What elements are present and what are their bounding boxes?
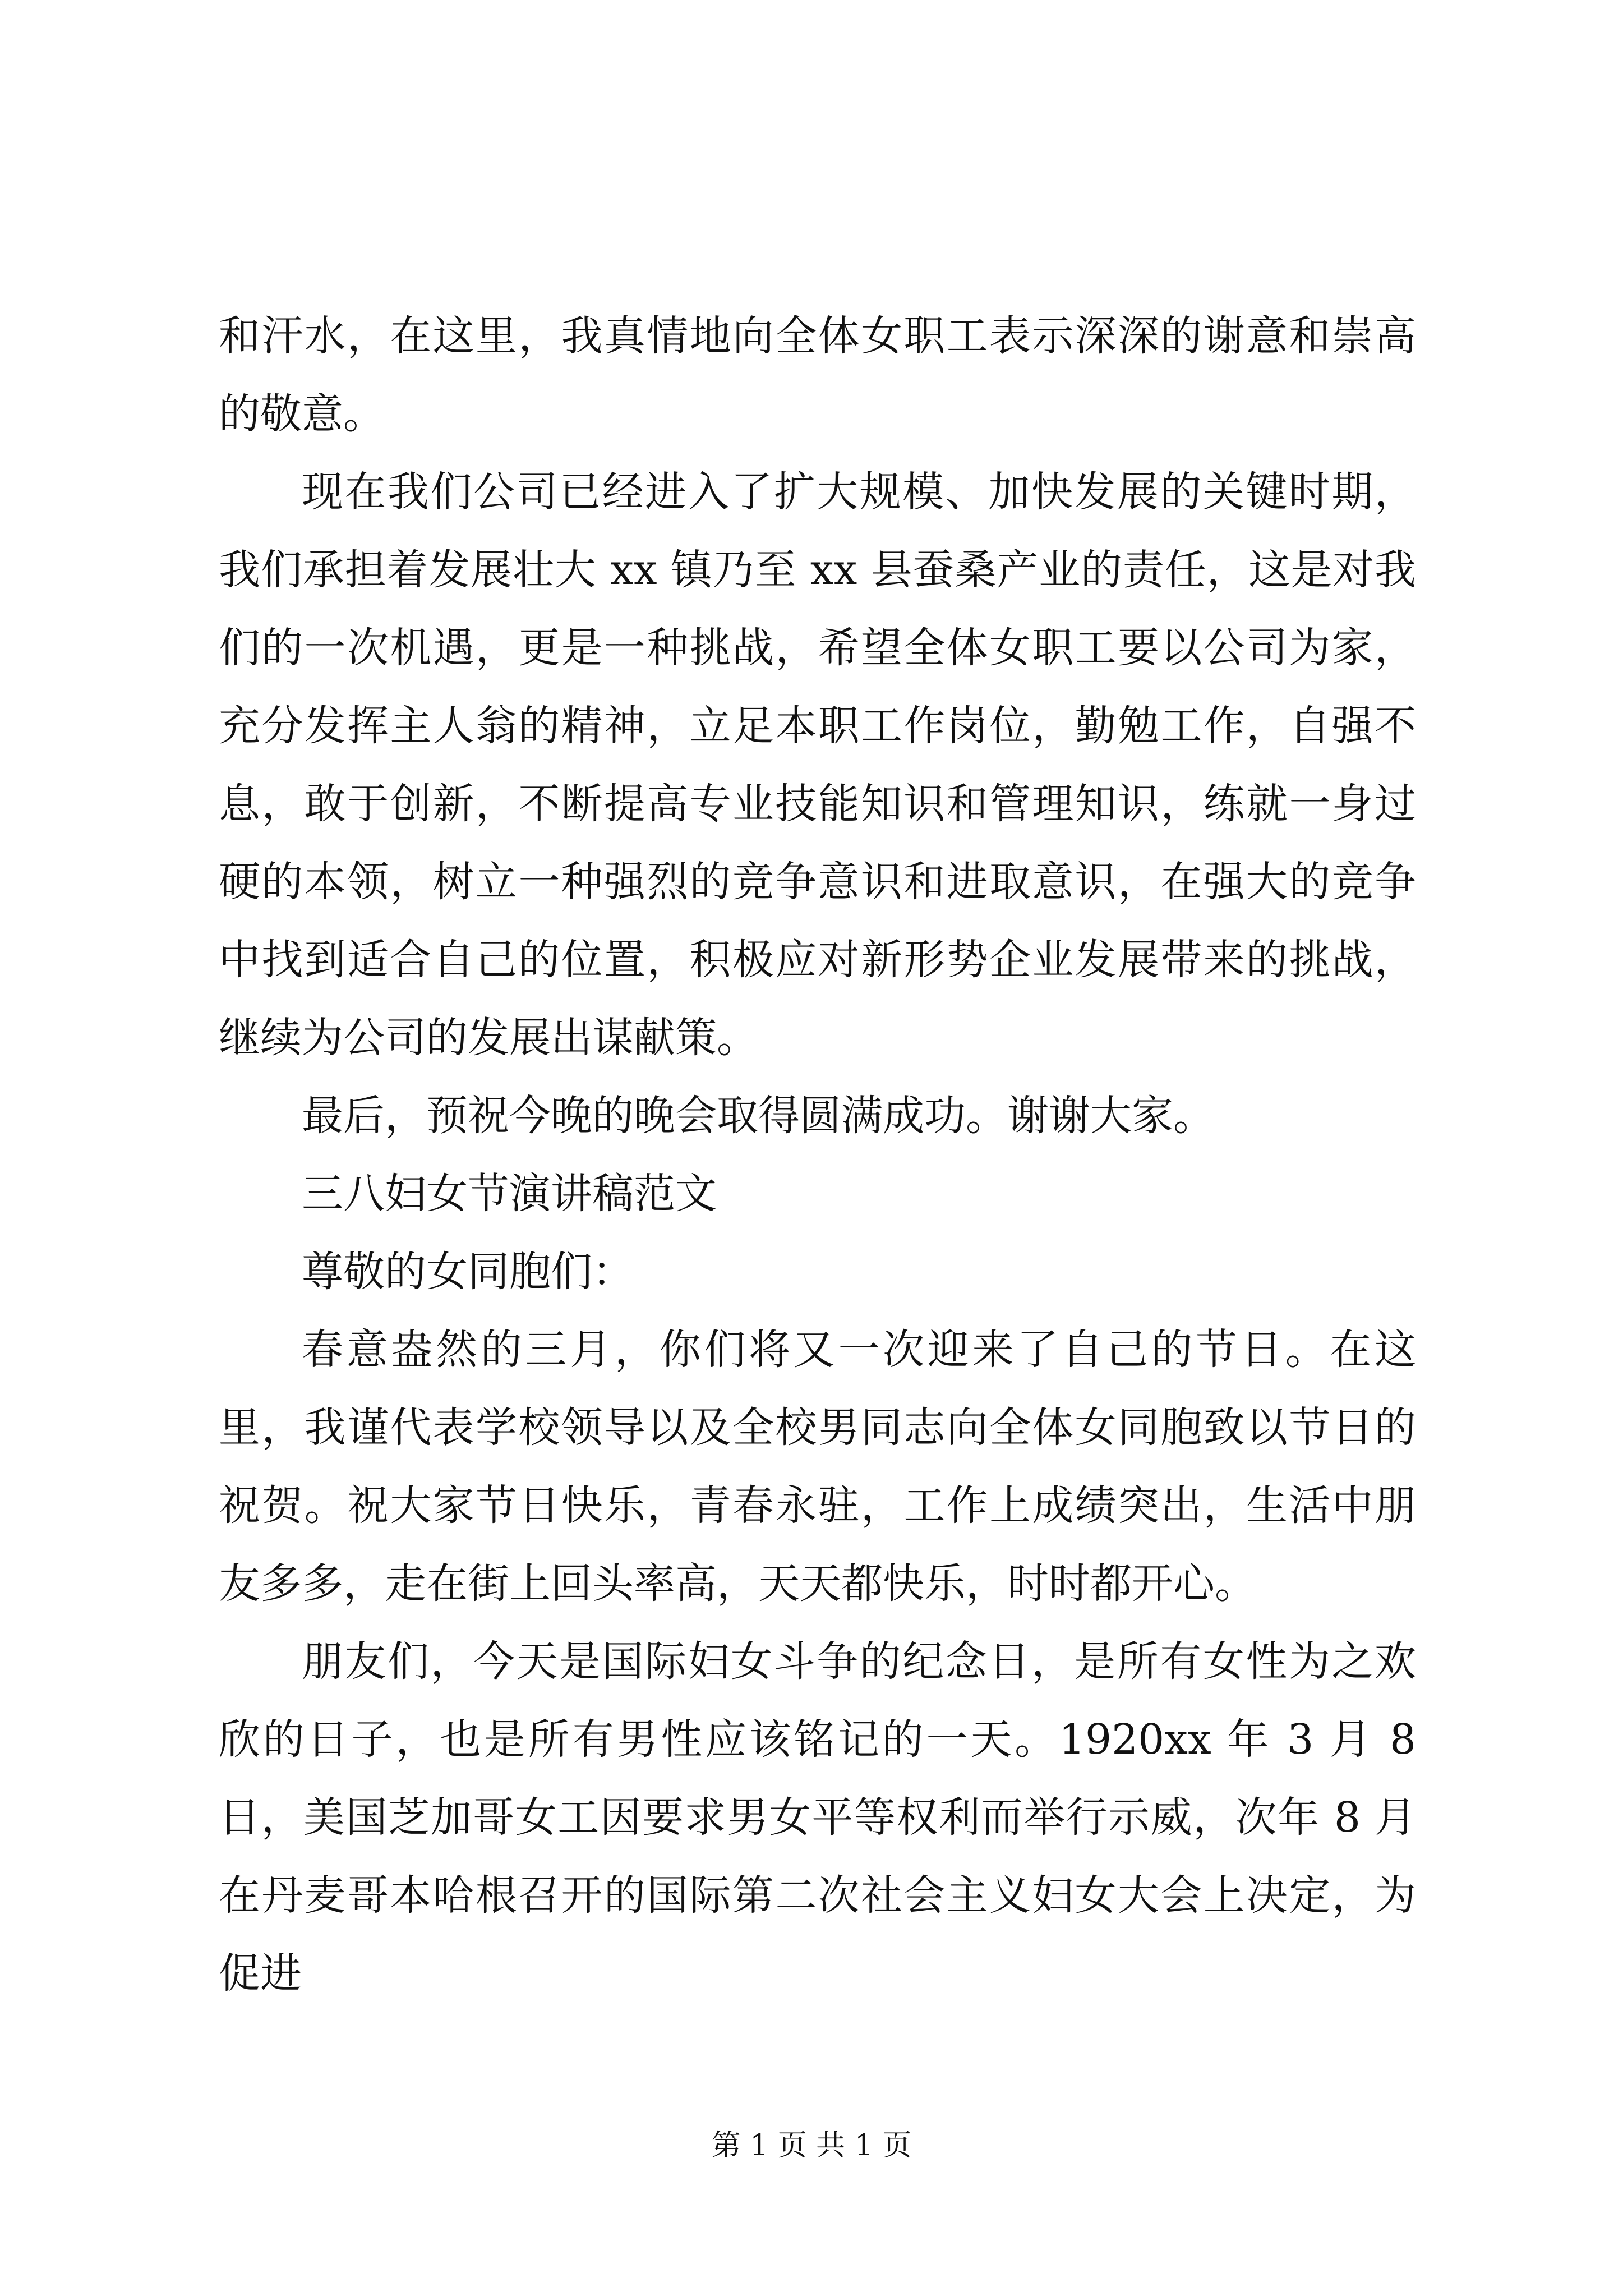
paragraph-company-development: 现在我们公司已经进入了扩大规模、加快发展的关键时期，我们承担着发展壮大 xx 镇乃至 xx 县蚕桑产业的责任，这是对我们的一次机遇，更是一种挑战，希望全体女职工要以公司为家，充分发挥主人翁的精神，立足本职工作岗位，勤勉工作，自强不息，敢于创新，不断提高专业技能知识和管理知识，练就一身过硬的本领，树立一种强烈的竞争意识和进取意识，在强大的竞争中找到适合自己的位置，积极应对新形势企业发展带来的挑战，继续为公司的发展出谋献策。: [219, 468, 1416, 1062]
paragraph-continuation: 和汗水，在这里，我真情地向全体女职工表示深深的谢意和崇高的敬意。: [219, 312, 1416, 438]
paragraph-greetings: 春意盎然的三月，你们将又一次迎来了自己的节日。在这里，我谨代表学校领导以及全校男同志向全体女同胞致以节日的祝贺。祝大家节日快乐，青春永驻，工作上成绩突出，生活中朋友多多，走在街上回头率高，天天都快乐，时时都开心。: [219, 1326, 1416, 1608]
paragraph-history: 朋友们，今天是国际妇女斗争的纪念日，是所有女性为之欢欣的日子，也是所有男性应该铭记的一天。1920xx 年 3 月 8 日，美国芝加哥女工因要求男女平等权利而举行示威，次年 8 月在丹麦哥本哈根召开的国际第二次社会主义妇女大会上决定，为促进: [219, 1637, 1416, 1998]
salutation: 尊敬的女同胞们：: [302, 1248, 634, 1296]
section-heading: 三八妇女节演讲稿范文: [302, 1170, 717, 1218]
paragraph-closing-wishes: 最后，预祝今晚的晚会取得圆满成功。谢谢大家。: [302, 1092, 1215, 1140]
document-body: [219, 297, 1416, 2013]
page-footer: 第 1 页 共 1 页: [711, 2129, 912, 2162]
